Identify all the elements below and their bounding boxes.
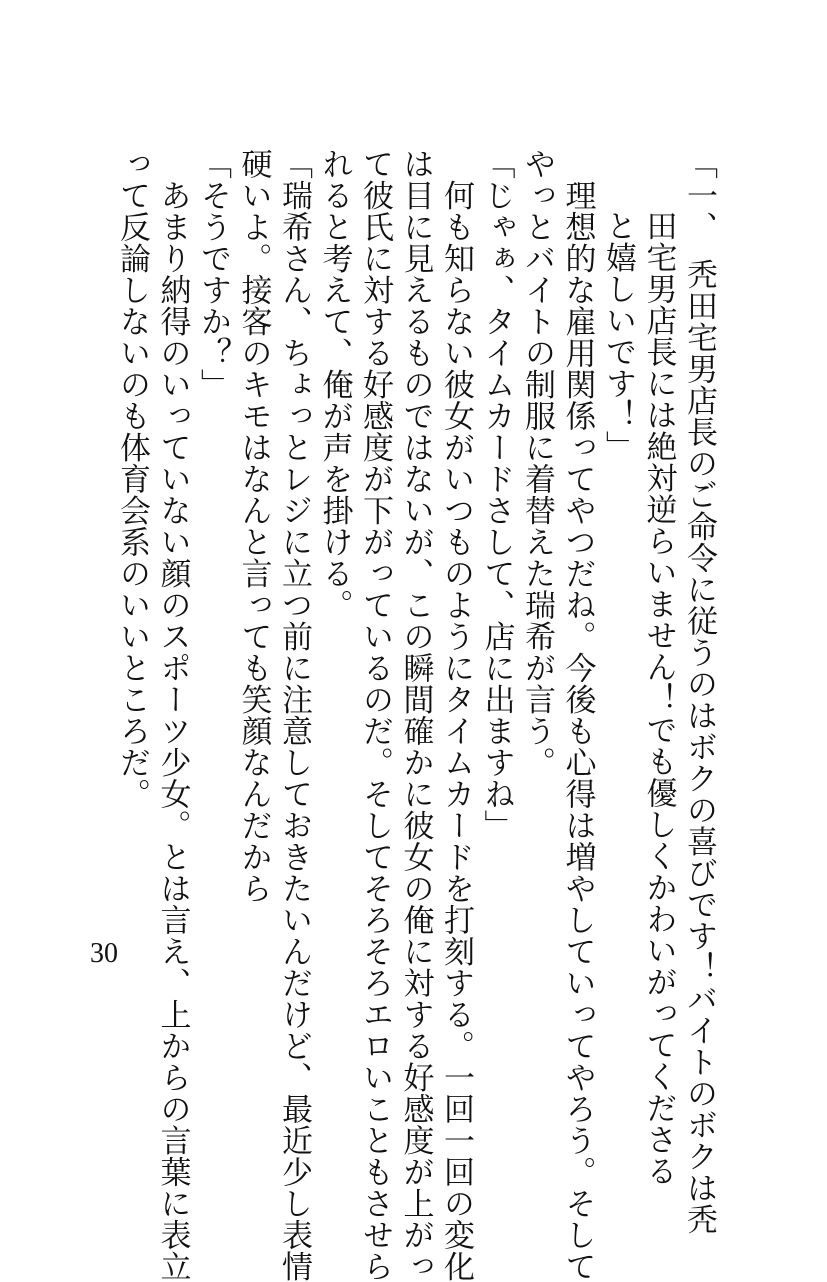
text-line-3: と嬉しいです！」 <box>600 210 636 462</box>
text-line-1: 「一、 秃田宅男店長のご命令に従うのはボクの喜びです！バイトのボクは秃 <box>681 148 717 1235</box>
text-line-9: て彼氏に対する好感度が下がっているのだ。そしてそろそろエロいこともさせら <box>357 148 393 1282</box>
text-line-5: やっとバイトの制服に着替えた瑞希が言う。 <box>519 148 555 778</box>
vertical-text-body <box>112 148 720 1282</box>
page-number: 30 <box>90 938 118 969</box>
text-line-4: 理想的な雇用関係ってやつだね。今後も心得は増やしていってやろう。そして <box>559 148 596 1282</box>
text-line-8: は目に見えるものではないが、この瞬間確かに彼女の俺に対する好感度が上がっ <box>397 148 434 1282</box>
text-line-14: あまり納得のいっていない顔のスポーツ少女。とは言え、上からの言葉に表立 <box>154 148 191 1282</box>
text-line-6: 「じゃぁ、タイムカードさして、店に出ますね」 <box>478 148 515 841</box>
text-line-12: 硬いよ。接客のキモはなんと言っても笑顔なんだから <box>235 148 272 904</box>
text-line-2: 田宅男店長には絶対逆らいません！でも優しくかわいがってくださる <box>640 210 677 1187</box>
text-line-11: 「瑞希さん、ちょっとレジに立つ前に注意しておきたいんだけど、最近少し表情 <box>276 148 312 1282</box>
text-line-13: 「そうですか？」 <box>195 148 231 400</box>
text-line-10: れると考えて、俺が声を掛ける。 <box>316 148 353 621</box>
text-line-7: 何も知らない彼女がいつものようにタイムカードを打刻する。一回一回の変化 <box>438 148 474 1282</box>
text-line-15: って反論しないのも体育会系のいいところだ。 <box>114 148 150 810</box>
